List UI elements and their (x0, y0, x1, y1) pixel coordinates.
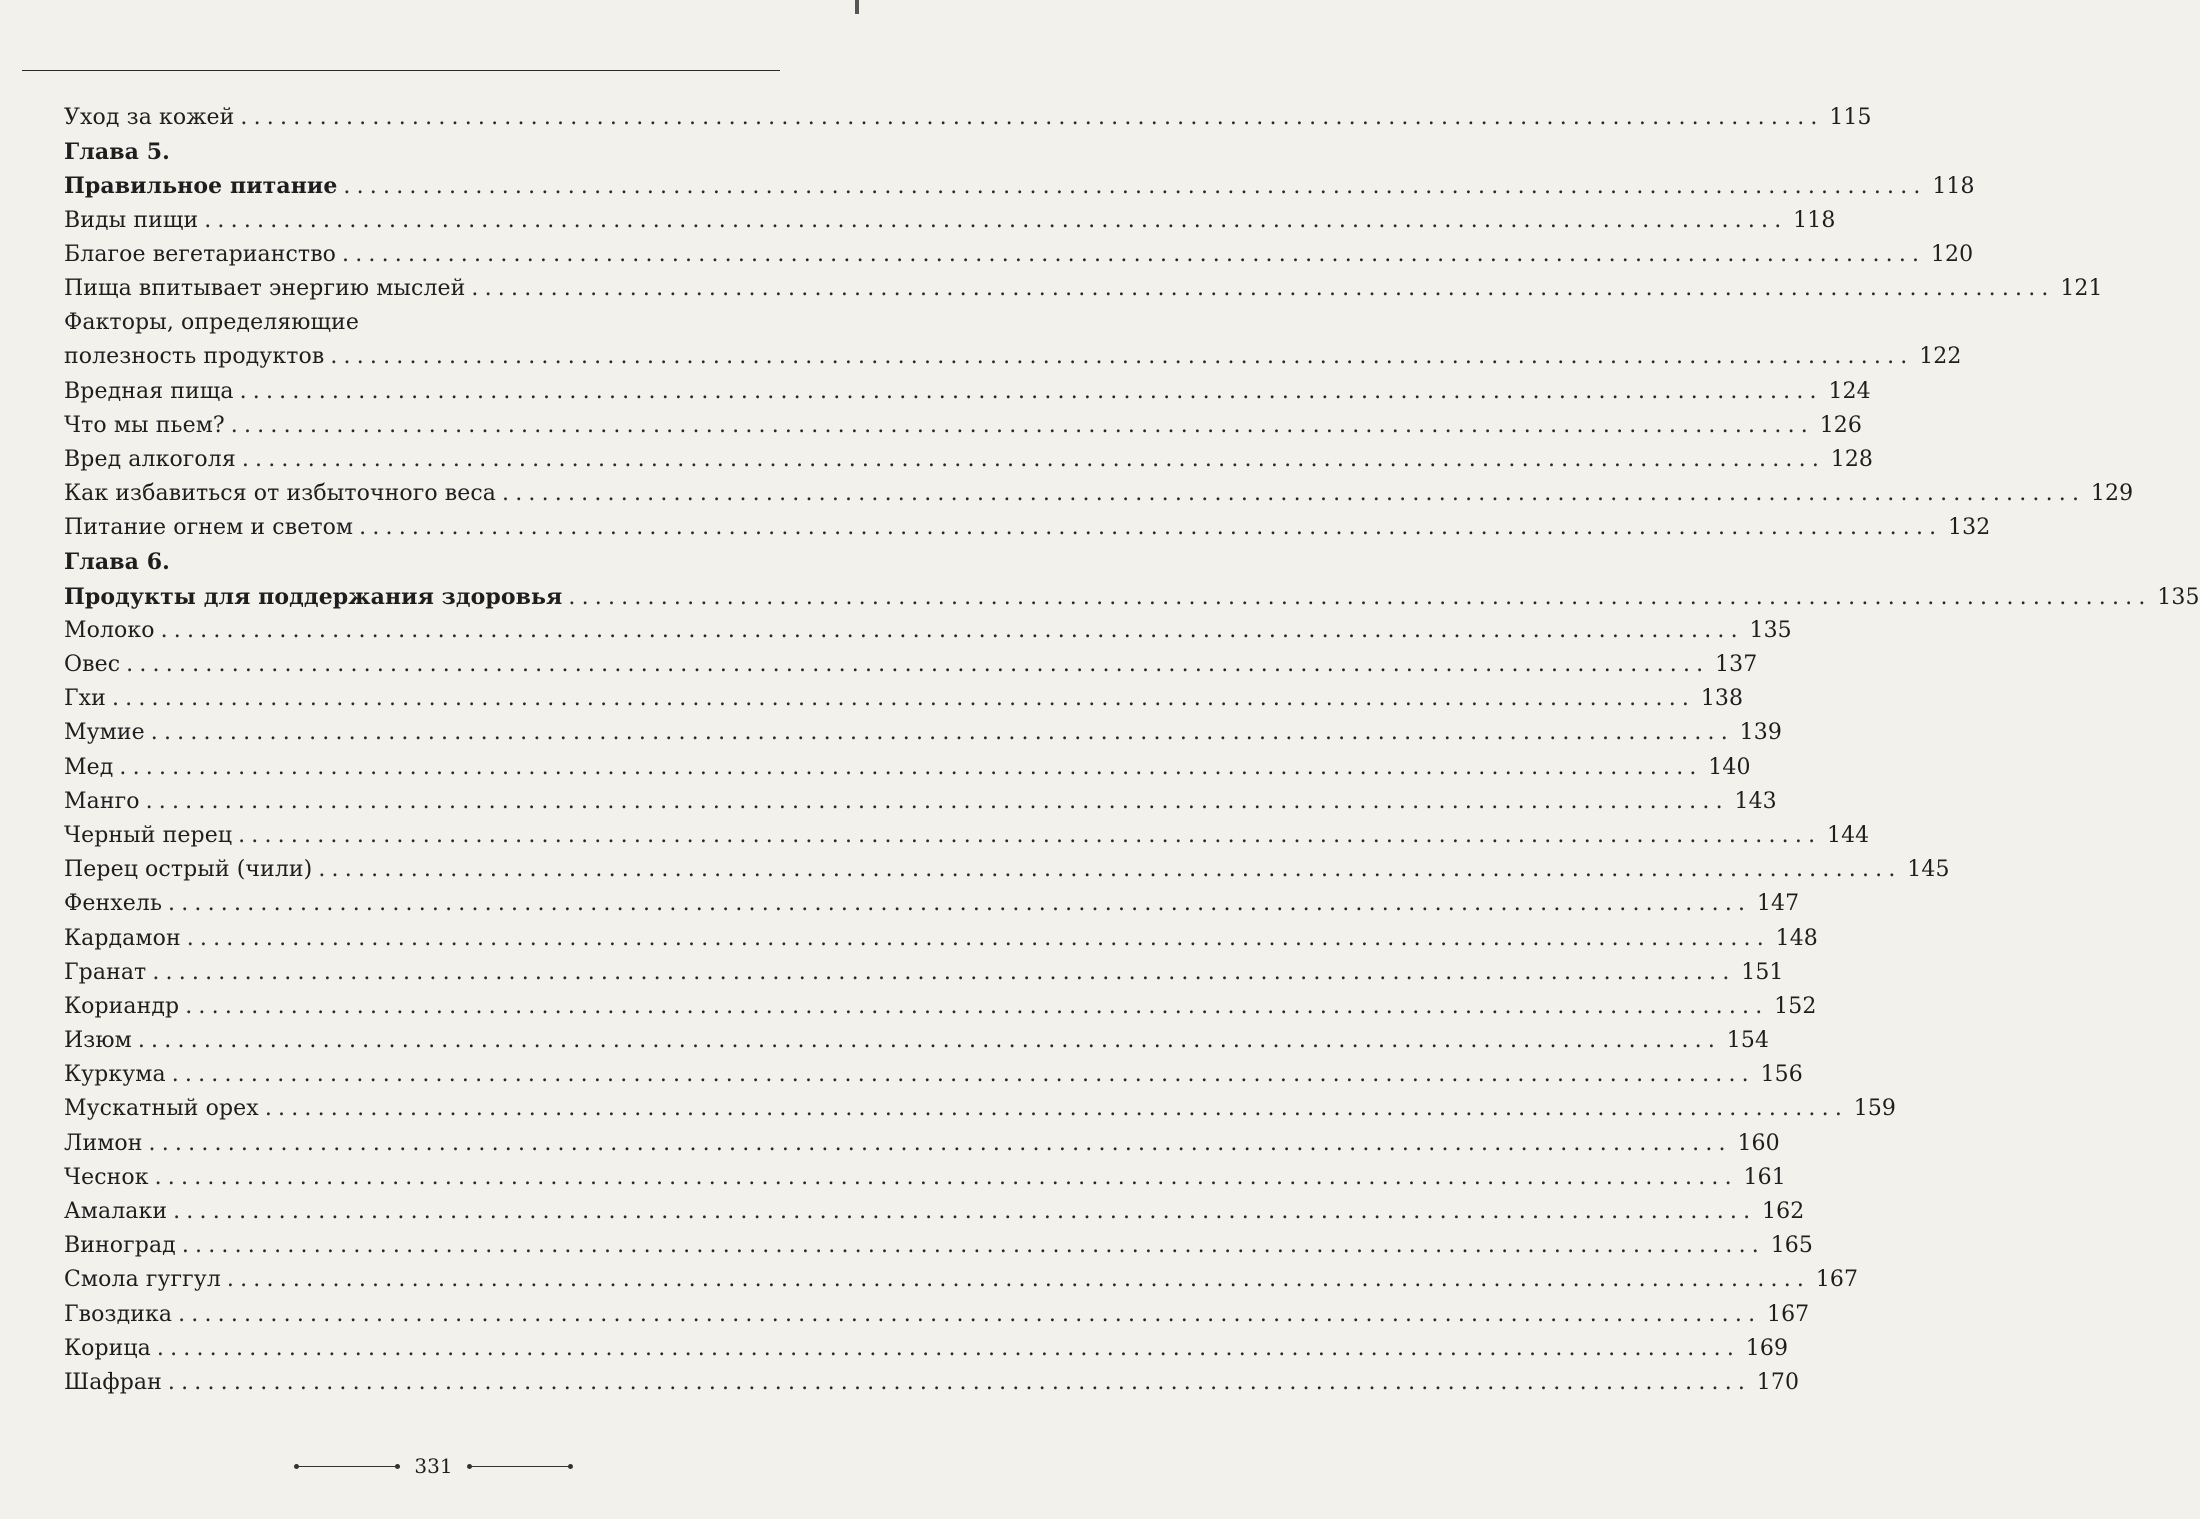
toc-entry-title: Манго (64, 788, 140, 814)
toc-entry (64, 716, 1782, 750)
toc-leader-dots: ........................................................................................................................ (359, 515, 1943, 541)
toc-leader-dots: ........................................................................................................................ (230, 412, 1814, 438)
toc-entry-page: 143 (1734, 788, 1777, 814)
toc-entry (64, 1263, 1859, 1297)
toc-entry (64, 238, 1974, 272)
toc-entry-title: Гранат (64, 959, 147, 985)
toc-entry (64, 545, 780, 579)
toc-leader-dots: ........................................................................................................................ (119, 754, 1703, 780)
toc-entry-page: 115 (1829, 105, 1872, 130)
toc-entry (64, 340, 1962, 374)
toc-entry-title: Смола гуггул (64, 1267, 221, 1293)
toc-entry-title: Куркума (64, 1062, 166, 1088)
toc-leader-dots: ........................................................................................................................ (178, 1301, 1762, 1327)
toc-entry (64, 1092, 1897, 1126)
toc-leader-dots: ........................................................................................................................ (181, 1233, 1765, 1259)
toc-entry (64, 1127, 1780, 1161)
toc-leader-dots: ........................................................................................................................ (152, 959, 1736, 985)
toc-entry-page: 147 (1756, 891, 1800, 917)
toc-entry-page: 118 (1932, 174, 1975, 200)
toc-entry-title: Благое вегетарианство (64, 241, 337, 267)
toc-entry (64, 272, 2103, 306)
toc-entry (64, 751, 1751, 785)
toc-entry-page: 145 (1907, 857, 1950, 883)
toc-entry (64, 648, 1758, 682)
toc-entry-page: 167 (1815, 1267, 1859, 1293)
toc-entry (64, 1195, 1805, 1229)
toc-leader-dots: ........................................................................................................................ (204, 207, 1788, 233)
toc-entry (64, 511, 1991, 545)
toc-entry-title: Правильное питание (64, 173, 338, 200)
toc-entry-title: Чеснок (64, 1164, 149, 1190)
toc-leader-dots: ........................................................................................................................ (145, 788, 1729, 814)
toc-entry-title: Продукты для поддержания здоровья (64, 583, 563, 610)
toc-entry-title: Гхи (64, 686, 106, 712)
footer-ornament-left (296, 1466, 398, 1467)
toc-entry-page: 126 (1819, 412, 1862, 438)
toc-entry-page: 169 (1745, 1335, 1789, 1361)
toc-entry (64, 204, 1836, 238)
toc-entry-title: Питание огнем и светом (64, 515, 354, 541)
toc-entry-page: 122 (1919, 344, 1962, 370)
toc-leader-dots: ........................................................................................................................ (238, 822, 1822, 848)
toc-entry-title: Мед (64, 754, 114, 780)
toc-entry-page: 151 (1741, 959, 1784, 985)
toc-entry-page: 154 (1726, 1028, 1770, 1054)
toc-entry-title: Овес (64, 652, 121, 677)
footer-ornament-right (469, 1466, 571, 1467)
toc-entry (64, 1366, 1800, 1400)
toc-entry-page: 170 (1756, 1369, 1800, 1395)
toc-entry-page: 118 (1793, 207, 1836, 233)
toc-entry-title: Фенхель (64, 891, 163, 917)
toc-entry-title: Шафран (64, 1369, 162, 1395)
toc-entry (64, 306, 780, 340)
top-rule (22, 70, 780, 71)
toc-entry-page: 152 (1774, 993, 1817, 1019)
page-number: 331 (414, 1454, 453, 1478)
toc-entry-page: 129 (2090, 481, 2134, 507)
toc-entry-title: Глава 5. (64, 139, 170, 166)
toc-leader-dots: ........................................................................................................................ (241, 446, 1826, 472)
toc-entry-page: 167 (1766, 1301, 1810, 1327)
toc-leader-dots: ........................................................................................................................ (330, 344, 1914, 370)
toc-leader-dots: ........................................................................................................................ (154, 1164, 1738, 1190)
toc-entry-title: Что мы пьем? (64, 412, 225, 438)
toc-entry-title: Мумие (64, 720, 145, 746)
toc-entry (64, 1298, 1810, 1332)
toc-entry (64, 922, 1818, 956)
toc-leader-dots: ........................................................................................................................ (342, 241, 1926, 267)
toc-leader-dots: ........................................................................................................................ (502, 481, 2086, 507)
toc-leader-dots: ........................................................................................................................ (171, 1062, 1755, 1088)
toc-leader-dots: ........................................................................................................................ (168, 891, 1752, 917)
toc-leader-dots: ........................................................................................................................ (185, 993, 1769, 1019)
toc-entry-title: Мускатный орех (64, 1096, 259, 1122)
toc-entry-title: Вред алкоголя (64, 446, 236, 472)
toc-entry-title: Лимон (64, 1130, 143, 1156)
toc-entry-page: 132 (1948, 515, 1991, 541)
toc-entry-page: 121 (2060, 275, 2103, 301)
toc-entry-page: 144 (1826, 822, 1870, 848)
toc-entry-page: 139 (1739, 720, 1782, 746)
toc-entry-title: Черный перец (64, 822, 233, 848)
toc-leader-dots: ........................................................................................................................ (160, 617, 1744, 643)
toc-entry (64, 580, 2200, 614)
toc-leader-dots: ........................................................................................................................ (167, 1369, 1752, 1395)
toc-entry-page: 137 (1715, 652, 1758, 677)
toc-entry (64, 1229, 1813, 1263)
toc-entry (64, 819, 1870, 853)
toc-entry-title: Молоко (64, 617, 155, 643)
toc-entry-page: 138 (1700, 686, 1744, 712)
toc-leader-dots: ........................................................................................................................ (111, 686, 1696, 712)
toc-leader-dots: ........................................................................................................................ (240, 105, 1824, 130)
toc-entry-page: 160 (1737, 1130, 1780, 1156)
toc-entry-title: полезность продуктов (64, 344, 325, 370)
toc-entry-page: 120 (1930, 241, 1974, 267)
toc-entry (64, 990, 1817, 1024)
toc-entry-title: Кардамон (64, 925, 181, 951)
toc-entry-title: Гвоздика (64, 1301, 173, 1327)
toc-leader-dots: ........................................................................................................................ (148, 1130, 1732, 1156)
toc-entry-title: Уход за кожей (64, 105, 235, 130)
toc-entry (64, 956, 1784, 990)
toc-leader-dots: ........................................................................................................................ (156, 1335, 1741, 1361)
toc-leader-dots: ........................................................................................................................ (264, 1096, 1849, 1122)
toc-leader-dots: ........................................................................................................................ (343, 174, 1927, 200)
toc-entry-title: Изюм (64, 1028, 132, 1054)
toc-entry (64, 1058, 1803, 1092)
toc-entry (64, 375, 1871, 409)
toc-entry (64, 1332, 1789, 1366)
toc-entry-title: Вредная пища (64, 378, 234, 404)
toc-leader-dots: ........................................................................................................................ (137, 1028, 1722, 1054)
toc-entry-page: 140 (1708, 754, 1751, 780)
toc-entry-title: Глава 6. (64, 549, 170, 576)
toc-entry-page: 161 (1743, 1164, 1786, 1190)
toc-entry-title: Перец острый (чили) (64, 857, 313, 883)
toc-entry (64, 477, 2134, 511)
toc-entry-page: 135 (1749, 617, 1792, 643)
page-corner-mark (855, 0, 859, 14)
toc-leader-dots: ........................................................................................................................ (318, 857, 1902, 883)
toc-entry (64, 853, 1950, 887)
toc-entry (64, 169, 1975, 203)
toc-entry (64, 1161, 1786, 1195)
toc-entry-page: 124 (1828, 378, 1871, 404)
toc-entry (64, 887, 1800, 921)
toc-entry (64, 614, 1792, 648)
toc-entry-page: 135 (2157, 584, 2200, 610)
toc-leader-dots: ........................................................................................................................ (568, 584, 2152, 610)
toc-entry-title: Факторы, определяющие (64, 310, 359, 336)
toc-entry-page: 148 (1775, 925, 1818, 951)
toc-entry-page: 165 (1770, 1233, 1813, 1259)
toc-leader-dots: ........................................................................................................................ (150, 720, 1734, 746)
toc-entry (64, 135, 780, 169)
toc-leader-dots: ........................................................................................................................ (186, 925, 1770, 951)
toc-entry (64, 443, 1874, 477)
toc-leader-dots: ........................................................................................................................ (226, 1267, 1811, 1293)
toc-entry-title: Пища впитывает энергию мыслей (64, 275, 466, 301)
toc-entry-page: 159 (1853, 1096, 1897, 1122)
toc-leader-dots: ........................................................................................................................ (239, 378, 1823, 404)
toc-entry-title: Корица (64, 1335, 151, 1361)
toc-entry-page: 128 (1830, 446, 1874, 472)
table-of-contents (64, 101, 2200, 1400)
toc-leader-dots: ........................................................................................................................ (173, 1199, 1757, 1224)
toc-entry-title: Виноград (64, 1233, 176, 1259)
toc-entry-title: Виды пищи (64, 207, 199, 233)
toc-entry (64, 785, 1777, 819)
toc-entry-title: Амалаки (64, 1199, 168, 1224)
toc-entry (64, 1024, 1770, 1058)
page-footer (0, 1451, 867, 1481)
toc-entry (64, 409, 1862, 443)
toc-entry-title: Кориандр (64, 993, 180, 1019)
toc-entry-page: 156 (1760, 1062, 1803, 1088)
toc-entry (64, 682, 1744, 716)
toc-leader-dots: ........................................................................................................................ (126, 652, 1710, 677)
toc-entry (64, 101, 1872, 135)
toc-entry-title: Как избавиться от избыточного веса (64, 481, 497, 507)
toc-entry-page: 162 (1762, 1199, 1805, 1224)
toc-leader-dots: ........................................................................................................................ (471, 275, 2055, 301)
